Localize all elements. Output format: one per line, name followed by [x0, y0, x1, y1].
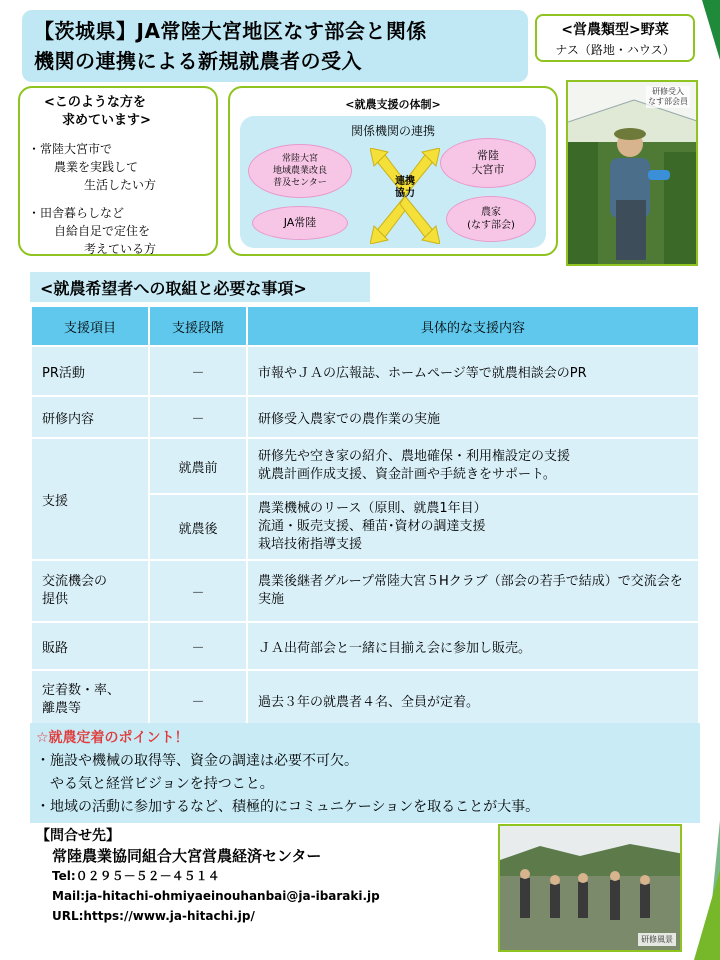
section-title: <就農希望者への取組と必要な事項> — [30, 272, 370, 302]
row-item: 定着数・率、 離農等 — [31, 670, 149, 730]
table-row — [31, 622, 699, 670]
row-stage: － — [149, 396, 247, 438]
table-header-content: 具体的な支援内容 — [247, 306, 699, 346]
node-extension-center: 常陸大宮 地域農業改良 普及センター — [248, 144, 352, 198]
row-content: 農業機械のリース（原則、就農1年目） 流通・販売支援、種苗･資材の調達支援 栽培技術指導支援 — [247, 494, 699, 560]
table-header-item: 支援項目 — [31, 306, 149, 346]
row-content: 市報やＪＡの広報誌、ホームページ等で就農相談会のPR — [247, 346, 699, 396]
target-persons-box — [18, 86, 218, 256]
trainee-farmer-photo — [566, 80, 698, 266]
title-line-2: 機関の連携による新規就農者の受入 — [34, 49, 362, 73]
corner-decoration-top — [702, 0, 720, 60]
contact-email: Mail:ja-hitachi-ohmiyaeinouhanbai@ja-ibaraki.jp — [52, 889, 380, 903]
contact-organization: 常陸農業協同組合大宮営農経済センター — [52, 847, 322, 865]
row-item: 販路 — [31, 622, 149, 670]
page-title — [34, 16, 516, 76]
row-item: PR活動 — [31, 346, 149, 396]
farm-type-box — [535, 14, 695, 62]
target-item-1: ・常陸大宮市で 農業を実践して 生活したい方 — [28, 142, 157, 192]
points-line-1: ・施設や機械の取得等、資金の調達は必要不可欠。 — [36, 753, 358, 769]
row-content: ＪＡ出荷部会と一緒に目揃え会に参加し販売。 — [247, 622, 699, 670]
row-stage: － — [149, 622, 247, 670]
node-ja-hitachi: JA常陸 — [252, 206, 348, 240]
training-scene-photo — [498, 824, 682, 952]
table-row — [31, 670, 699, 730]
contact-phone: Tel:０２９５－５２－４５１４ — [52, 869, 220, 883]
row-stage: － — [149, 670, 247, 730]
photo2-caption: 研修風景 — [638, 933, 676, 946]
row-content: 過去３年の就農者４名、全員が定着。 — [247, 670, 699, 730]
corner-decoration-bottom — [694, 870, 720, 960]
target-heading-2: 求めています> — [62, 113, 151, 128]
support-table — [30, 305, 700, 731]
cooperation-label: 連携 協力 — [395, 176, 415, 199]
photo1-caption: 研修受入 なす部会員 — [648, 87, 688, 106]
node-city: 常陸 大宮市 — [440, 138, 536, 188]
support-system-box — [228, 86, 558, 256]
farm-type-label: <営農類型>野菜 — [561, 22, 669, 38]
title-line-1: 【茨城県】JA常陸大宮地区なす部会と関係 — [34, 19, 427, 43]
row-item: 支援 — [31, 438, 149, 560]
contact-url: URL:https://www.ja-hitachi.jp/ — [52, 909, 255, 923]
row-stage: 就農後 — [149, 494, 247, 560]
target-item-2: ・田舎暮らしなど 自給自足で定住を 考えている方 — [28, 206, 157, 256]
points-heading: ☆就農定着のポイント！ — [36, 730, 189, 746]
support-system-caption: 関係機関の連携 — [350, 124, 435, 138]
support-system-heading: <就農支援の体制> — [345, 98, 441, 111]
table-row — [31, 346, 699, 396]
greenhouse-photo-illustration — [568, 82, 698, 266]
row-content: 研修受入農家での農作業の実施 — [247, 396, 699, 438]
target-heading-1: <このような方を — [44, 95, 146, 110]
points-line-3: ・地域の活動に参加するなど、積極的にコミュニケーションを取ることが大事。 — [36, 799, 540, 815]
node-farmers: 農家 (なす部会) — [446, 196, 536, 242]
contact-heading: 【問合せ先】 — [36, 828, 120, 844]
settlement-points-box — [30, 723, 700, 823]
table-header-stage: 支援段階 — [149, 306, 247, 346]
row-item: 交流機会の 提供 — [31, 560, 149, 622]
farm-type-detail: ナス（路地・ハウス） — [555, 43, 675, 57]
table-row — [31, 438, 699, 494]
table-row — [31, 396, 699, 438]
row-content: 研修先や空き家の紹介、農地確保・利用権設定の支援 就農計画作成支援、資金計画や手続きをサポート。 — [247, 438, 699, 494]
row-stage: － — [149, 560, 247, 622]
row-content: 農業後継者グループ常陸大宮５Hクラブ（部会の若手で結成）で交流会を実施 — [247, 560, 699, 622]
contact-info — [36, 826, 380, 926]
row-item: 研修内容 — [31, 396, 149, 438]
table-header-row — [31, 306, 699, 346]
row-stage: － — [149, 346, 247, 396]
support-system-diagram — [240, 116, 546, 248]
page-title-box — [22, 10, 528, 82]
table-row — [31, 560, 699, 622]
points-line-2: やる気と経営ビジョンを持つこと。 — [36, 776, 274, 792]
row-stage: 就農前 — [149, 438, 247, 494]
